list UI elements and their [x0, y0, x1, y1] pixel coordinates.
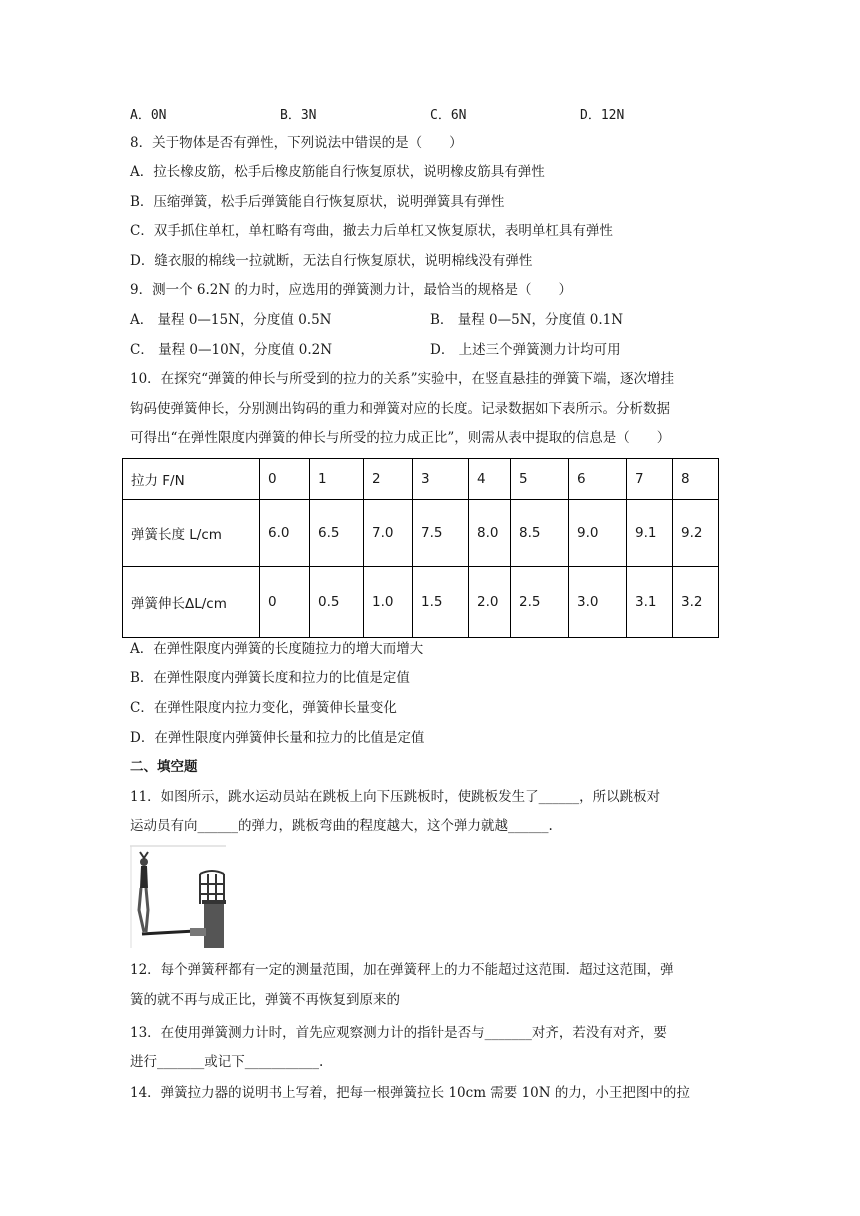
- table-cell: 1.0: [364, 567, 413, 638]
- q9-option-b: B． 量程 0—5N，分度值 0.1N: [430, 312, 624, 328]
- q10-data-table: [122, 458, 719, 638]
- table-cell: 1.5: [413, 567, 469, 638]
- table-cell: 9.0: [569, 500, 627, 567]
- platform-tower-icon: [190, 871, 226, 948]
- q12-line2: 簧的就不再与成正比，弹簧不再恢复到原来的: [130, 992, 400, 1008]
- table-cell: 3.0: [569, 567, 627, 638]
- q7-option-d: D．12N: [580, 108, 625, 123]
- table-row-extension: [123, 567, 719, 638]
- row-label: 拉力 F/N: [123, 459, 260, 500]
- q10-option-c: C．在弹性限度内拉力变化，弹簧伸长量变化: [130, 700, 397, 716]
- diver-springboard-figure: [130, 844, 228, 950]
- q10-option-d: D．在弹性限度内弹簧伸长量和拉力的比值是定值: [130, 730, 425, 746]
- q10-stem-line3: 可得出“在弹性限度内弹簧的伸长与所受的拉力成正比”，则需从表中提取的信息是（ ）: [130, 430, 671, 446]
- table-cell: 7: [627, 459, 673, 500]
- row-label: 弹簧伸长ΔL/cm: [123, 567, 260, 638]
- q11-line2: 运动员有向______的弹力，跳板弯曲的程度越大，这个弹力就越______.: [130, 818, 553, 834]
- q8-stem: 8．关于物体是否有弹性，下列说法中错误的是（ ）: [130, 135, 463, 151]
- q10-stem-line1: 10．在探究“弹簧的伸长与所受到的拉力的关系”实验中，在竖直悬挂的弹簧下端，逐次增挂: [130, 371, 674, 387]
- table-cell: 1: [310, 459, 364, 500]
- row-label: 弹簧长度 L/cm: [123, 500, 260, 567]
- table-cell: 7.5: [413, 500, 469, 567]
- q7-options: [130, 104, 690, 124]
- table-cell: 8.0: [469, 500, 511, 567]
- table-cell: 6.5: [310, 500, 364, 567]
- table-cell: 9.1: [627, 500, 673, 567]
- q10-stem-line2: 钩码使弹簧伸长，分别测出钩码的重力和弹簧对应的长度。记录数据如下表所示。分析数据: [130, 401, 670, 417]
- table-cell: 0: [260, 459, 310, 500]
- table-cell: 5: [511, 459, 569, 500]
- q7-option-c: C．6N: [430, 108, 467, 123]
- table-cell: 0.5: [310, 567, 364, 638]
- section-title: 二、填空题: [130, 759, 198, 775]
- q9-option-c: C． 量程 0—10N，分度值 0.2N: [130, 342, 333, 358]
- table-cell: 8.5: [511, 500, 569, 567]
- table-cell: 3.2: [673, 567, 719, 638]
- table-cell: 0: [260, 567, 310, 638]
- table-cell: 9.2: [673, 500, 719, 567]
- q9-option-a: A． 量程 0—15N，分度值 0.5N: [130, 312, 332, 328]
- table-cell: 2.5: [511, 567, 569, 638]
- q7-option-b: B．3N: [280, 108, 317, 123]
- q14-line1: 14．弹簧拉力器的说明书上写着，把每一根弹簧拉长 10cm 需要 10N 的力，小王把图中的拉: [130, 1085, 690, 1101]
- table-cell: 6.0: [260, 500, 310, 567]
- table-row-length: [123, 500, 719, 567]
- q12-line1: 12．每个弹簧秤都有一定的测量范围，加在弹簧秤上的力不能超过这范围．超过这范围，弹: [130, 962, 674, 978]
- diver-icon: [139, 852, 148, 932]
- table-cell: 6: [569, 459, 627, 500]
- q11-line1: 11．如图所示，跳水运动员站在跳板上向下压跳板时，使跳板发生了______，所以跳板对: [130, 789, 661, 805]
- q9-stem: 9．测一个 6.2N 的力时，应选用的弹簧测力计，最恰当的规格是（ ）: [130, 282, 572, 298]
- q8-option-d: D．缝衣服的棉线一拉就断，无法自行恢复原状，说明棉线没有弹性: [130, 253, 533, 269]
- table-cell: 4: [469, 459, 511, 500]
- table-cell: 3: [413, 459, 469, 500]
- q7-option-a: A．0N: [130, 108, 167, 123]
- table-cell: 2: [364, 459, 413, 500]
- q10-option-a: A．在弹性限度内弹簧的长度随拉力的增大而增大: [130, 641, 424, 657]
- q10-option-b: B．在弹性限度内弹簧长度和拉力的比值是定值: [130, 670, 410, 686]
- q8-option-b: B．压缩弹簧，松手后弹簧能自行恢复原状，说明弹簧具有弹性: [130, 194, 505, 210]
- table-cell: 7.0: [364, 500, 413, 567]
- q8-option-c: C．双手抓住单杠，单杠略有弯曲，撤去力后单杠又恢复原状，表明单杠具有弹性: [130, 223, 613, 239]
- q13-line1: 13．在使用弹簧测力计时，首先应观察测力计的指针是否与_______对齐，若没有对齐，要: [130, 1025, 667, 1041]
- table-cell: 2.0: [469, 567, 511, 638]
- table-cell: 8: [673, 459, 719, 500]
- table-row-force: [123, 459, 719, 500]
- table-cell: 3.1: [627, 567, 673, 638]
- q13-line2: 进行_______或记下___________.: [130, 1054, 324, 1070]
- q9-option-d: D． 上述三个弹簧测力计均可用: [430, 342, 621, 358]
- q8-option-a: A．拉长橡皮筋，松手后橡皮筋能自行恢复原状，说明橡皮筋具有弹性: [130, 164, 545, 180]
